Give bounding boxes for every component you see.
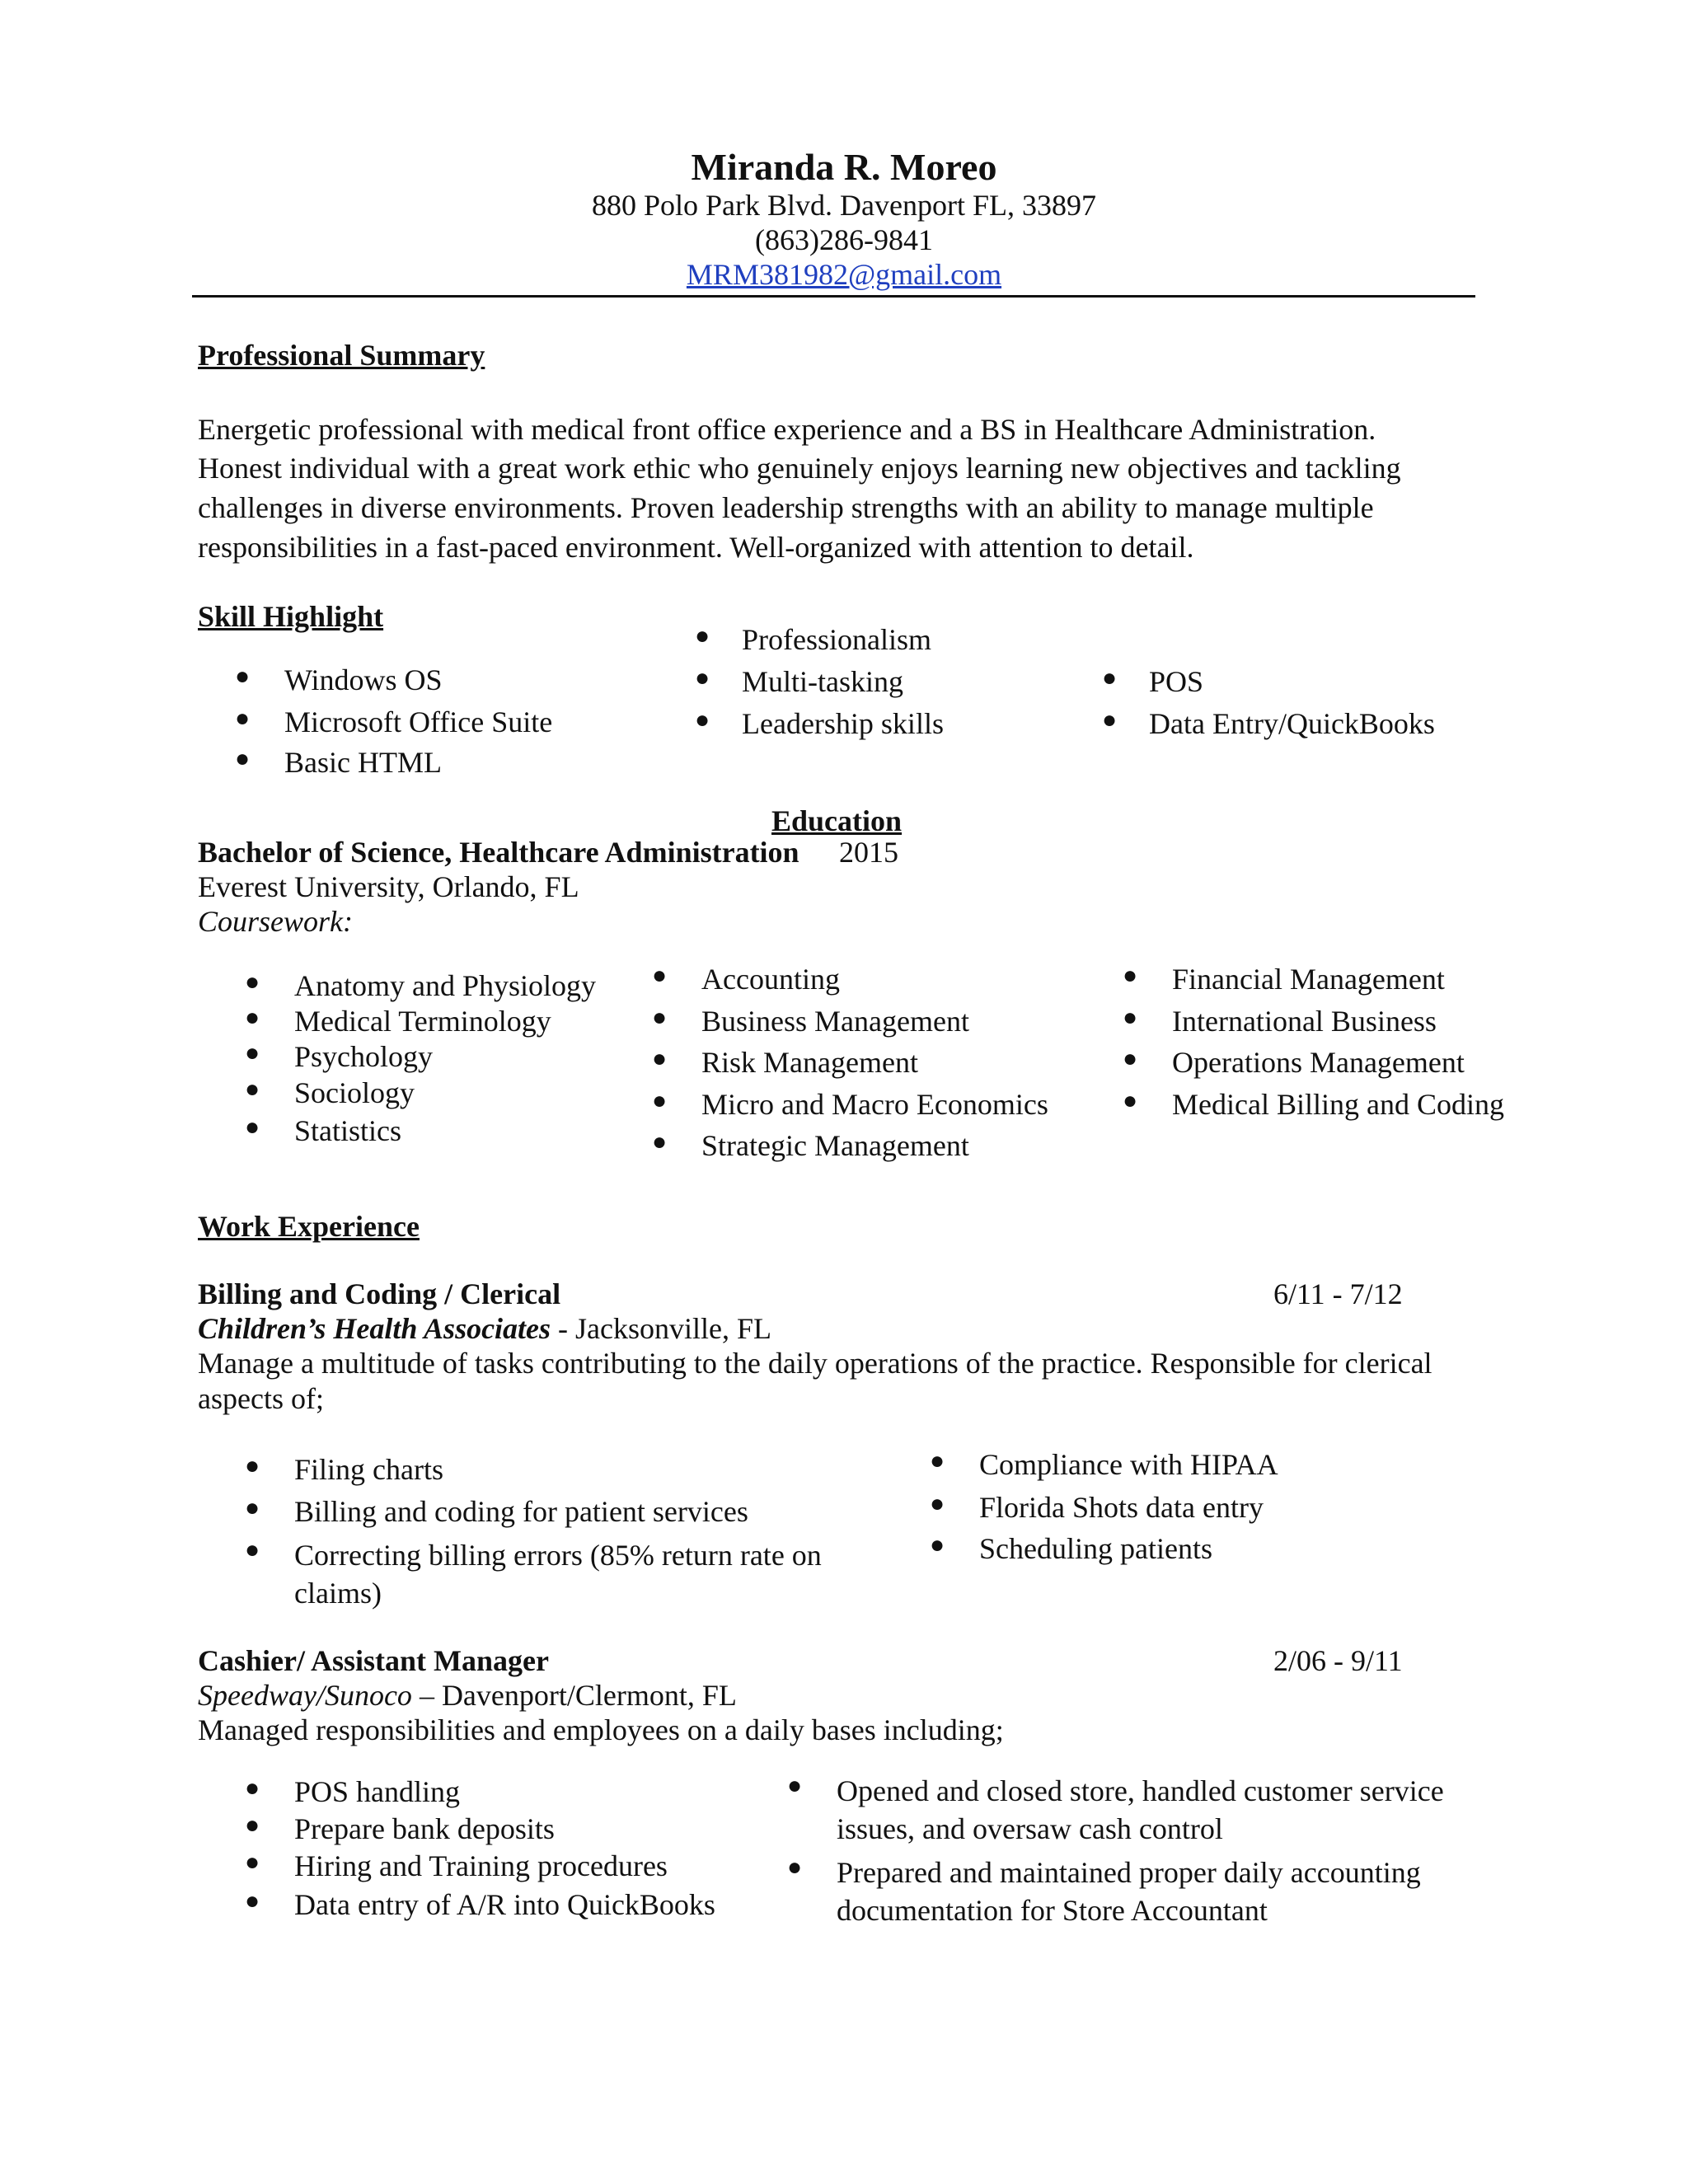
summary-line: Honest individual with a great work ethic who genuinely enjoys learning new objectives and tackling	[198, 452, 1401, 485]
job-dates: 6/11 - 7/12	[1273, 1277, 1403, 1310]
employer-location: - Jacksonville, FL	[551, 1312, 772, 1345]
degree-title: Bachelor of Science, Healthcare Administration	[198, 836, 799, 869]
bullet-icon: ●	[245, 1004, 260, 1031]
list-item: ● Correcting billing errors (85% return rate on claims)	[245, 1536, 822, 1610]
bullet-icon: ●	[787, 1854, 803, 1881]
bullet-icon: ●	[235, 705, 251, 732]
work-heading: Work Experience	[198, 1210, 420, 1243]
bullet-icon: ●	[930, 1447, 945, 1474]
summary-heading: Professional Summary	[198, 339, 485, 372]
bullet-icon: ●	[235, 663, 251, 690]
skills-heading: Skill Highlight	[198, 600, 384, 633]
education-heading: Education	[771, 804, 903, 837]
bullet-icon: ●	[1102, 664, 1118, 691]
job-dates: 2/06 - 9/11	[1273, 1644, 1403, 1677]
address: 880 Polo Park Blvd. Davenport FL, 33897	[592, 189, 1096, 222]
bullet-icon: ●	[787, 1772, 803, 1799]
bullet-icon: ●	[652, 1045, 668, 1072]
list-item: ● Opened and closed store, handled customer service issues, and oversaw cash control	[787, 1772, 1444, 1845]
job-description-line: aspects of;	[198, 1382, 324, 1415]
bullet-icon: ●	[1123, 1087, 1138, 1114]
phone-number: (863)286-9841	[755, 223, 933, 256]
bullet-icon: ●	[1123, 1004, 1138, 1031]
list-item: ● Prepared and maintained proper daily accounting documentation for Store Accountant	[787, 1854, 1421, 1927]
bullet-icon: ●	[652, 1087, 668, 1114]
summary-line: responsibilities in a fast-paced environment. Well-organized with attention to detail.	[198, 531, 1194, 564]
bullet-icon: ●	[245, 1452, 260, 1479]
employer-location: – Davenport/Clermont, FL	[411, 1679, 737, 1712]
bullet-icon: ●	[245, 1039, 260, 1066]
bullet-icon: ●	[245, 1849, 260, 1876]
bullet-icon: ●	[245, 1076, 260, 1103]
bullet-icon: ●	[245, 1887, 260, 1915]
bullet-icon: ●	[695, 622, 710, 649]
summary-line: Energetic professional with medical front office experience and a BS in Healthcare Administration.	[198, 413, 1376, 446]
bullet-icon: ●	[1102, 706, 1118, 733]
job-title: Cashier/ Assistant Manager	[198, 1644, 549, 1677]
bullet-icon: ●	[245, 1536, 260, 1563]
bullet-icon: ●	[695, 664, 710, 691]
email-row	[0, 257, 1688, 292]
email-link[interactable]: MRM381982@gmail.com	[686, 258, 1002, 291]
job-description-line: Managed responsibilities and employees on a daily bases including;	[198, 1713, 1004, 1746]
bullet-icon: ●	[245, 968, 260, 996]
bullet-icon: ●	[652, 1004, 668, 1031]
job-title: Billing and Coding / Clerical	[198, 1277, 561, 1310]
employer-name: Children’s Health Associates	[198, 1312, 551, 1345]
bullet-icon: ●	[245, 1113, 260, 1141]
bullet-icon: ●	[652, 1128, 668, 1155]
bullet-icon: ●	[245, 1774, 260, 1802]
bullet-icon: ●	[930, 1490, 945, 1517]
header-divider	[192, 295, 1475, 298]
bullet-icon: ●	[235, 745, 251, 772]
employer-name: Speedway/Sunoco	[198, 1679, 412, 1712]
bullet-icon: ●	[695, 706, 710, 733]
degree-year: 2015	[839, 836, 898, 869]
school-name: Everest University, Orlando, FL	[198, 870, 579, 903]
bullet-icon: ●	[245, 1811, 260, 1839]
bullet-icon: ●	[1123, 962, 1138, 989]
job-description-line: Manage a multitude of tasks contributing to the daily operations of the practice. Responsible for clerical	[198, 1347, 1432, 1380]
coursework-label: Coursework:	[198, 905, 353, 938]
bullet-icon: ●	[245, 1494, 260, 1521]
bullet-icon: ●	[652, 962, 668, 989]
bullet-icon: ●	[930, 1531, 945, 1558]
job-employer-line	[198, 1311, 771, 1346]
job-employer-line	[198, 1678, 737, 1713]
bullet-icon: ●	[1123, 1045, 1138, 1072]
summary-line: challenges in diverse environments. Proven leadership strengths with an ability to manage multiple	[198, 491, 1374, 524]
candidate-name: Miranda R. Moreo	[691, 146, 997, 188]
